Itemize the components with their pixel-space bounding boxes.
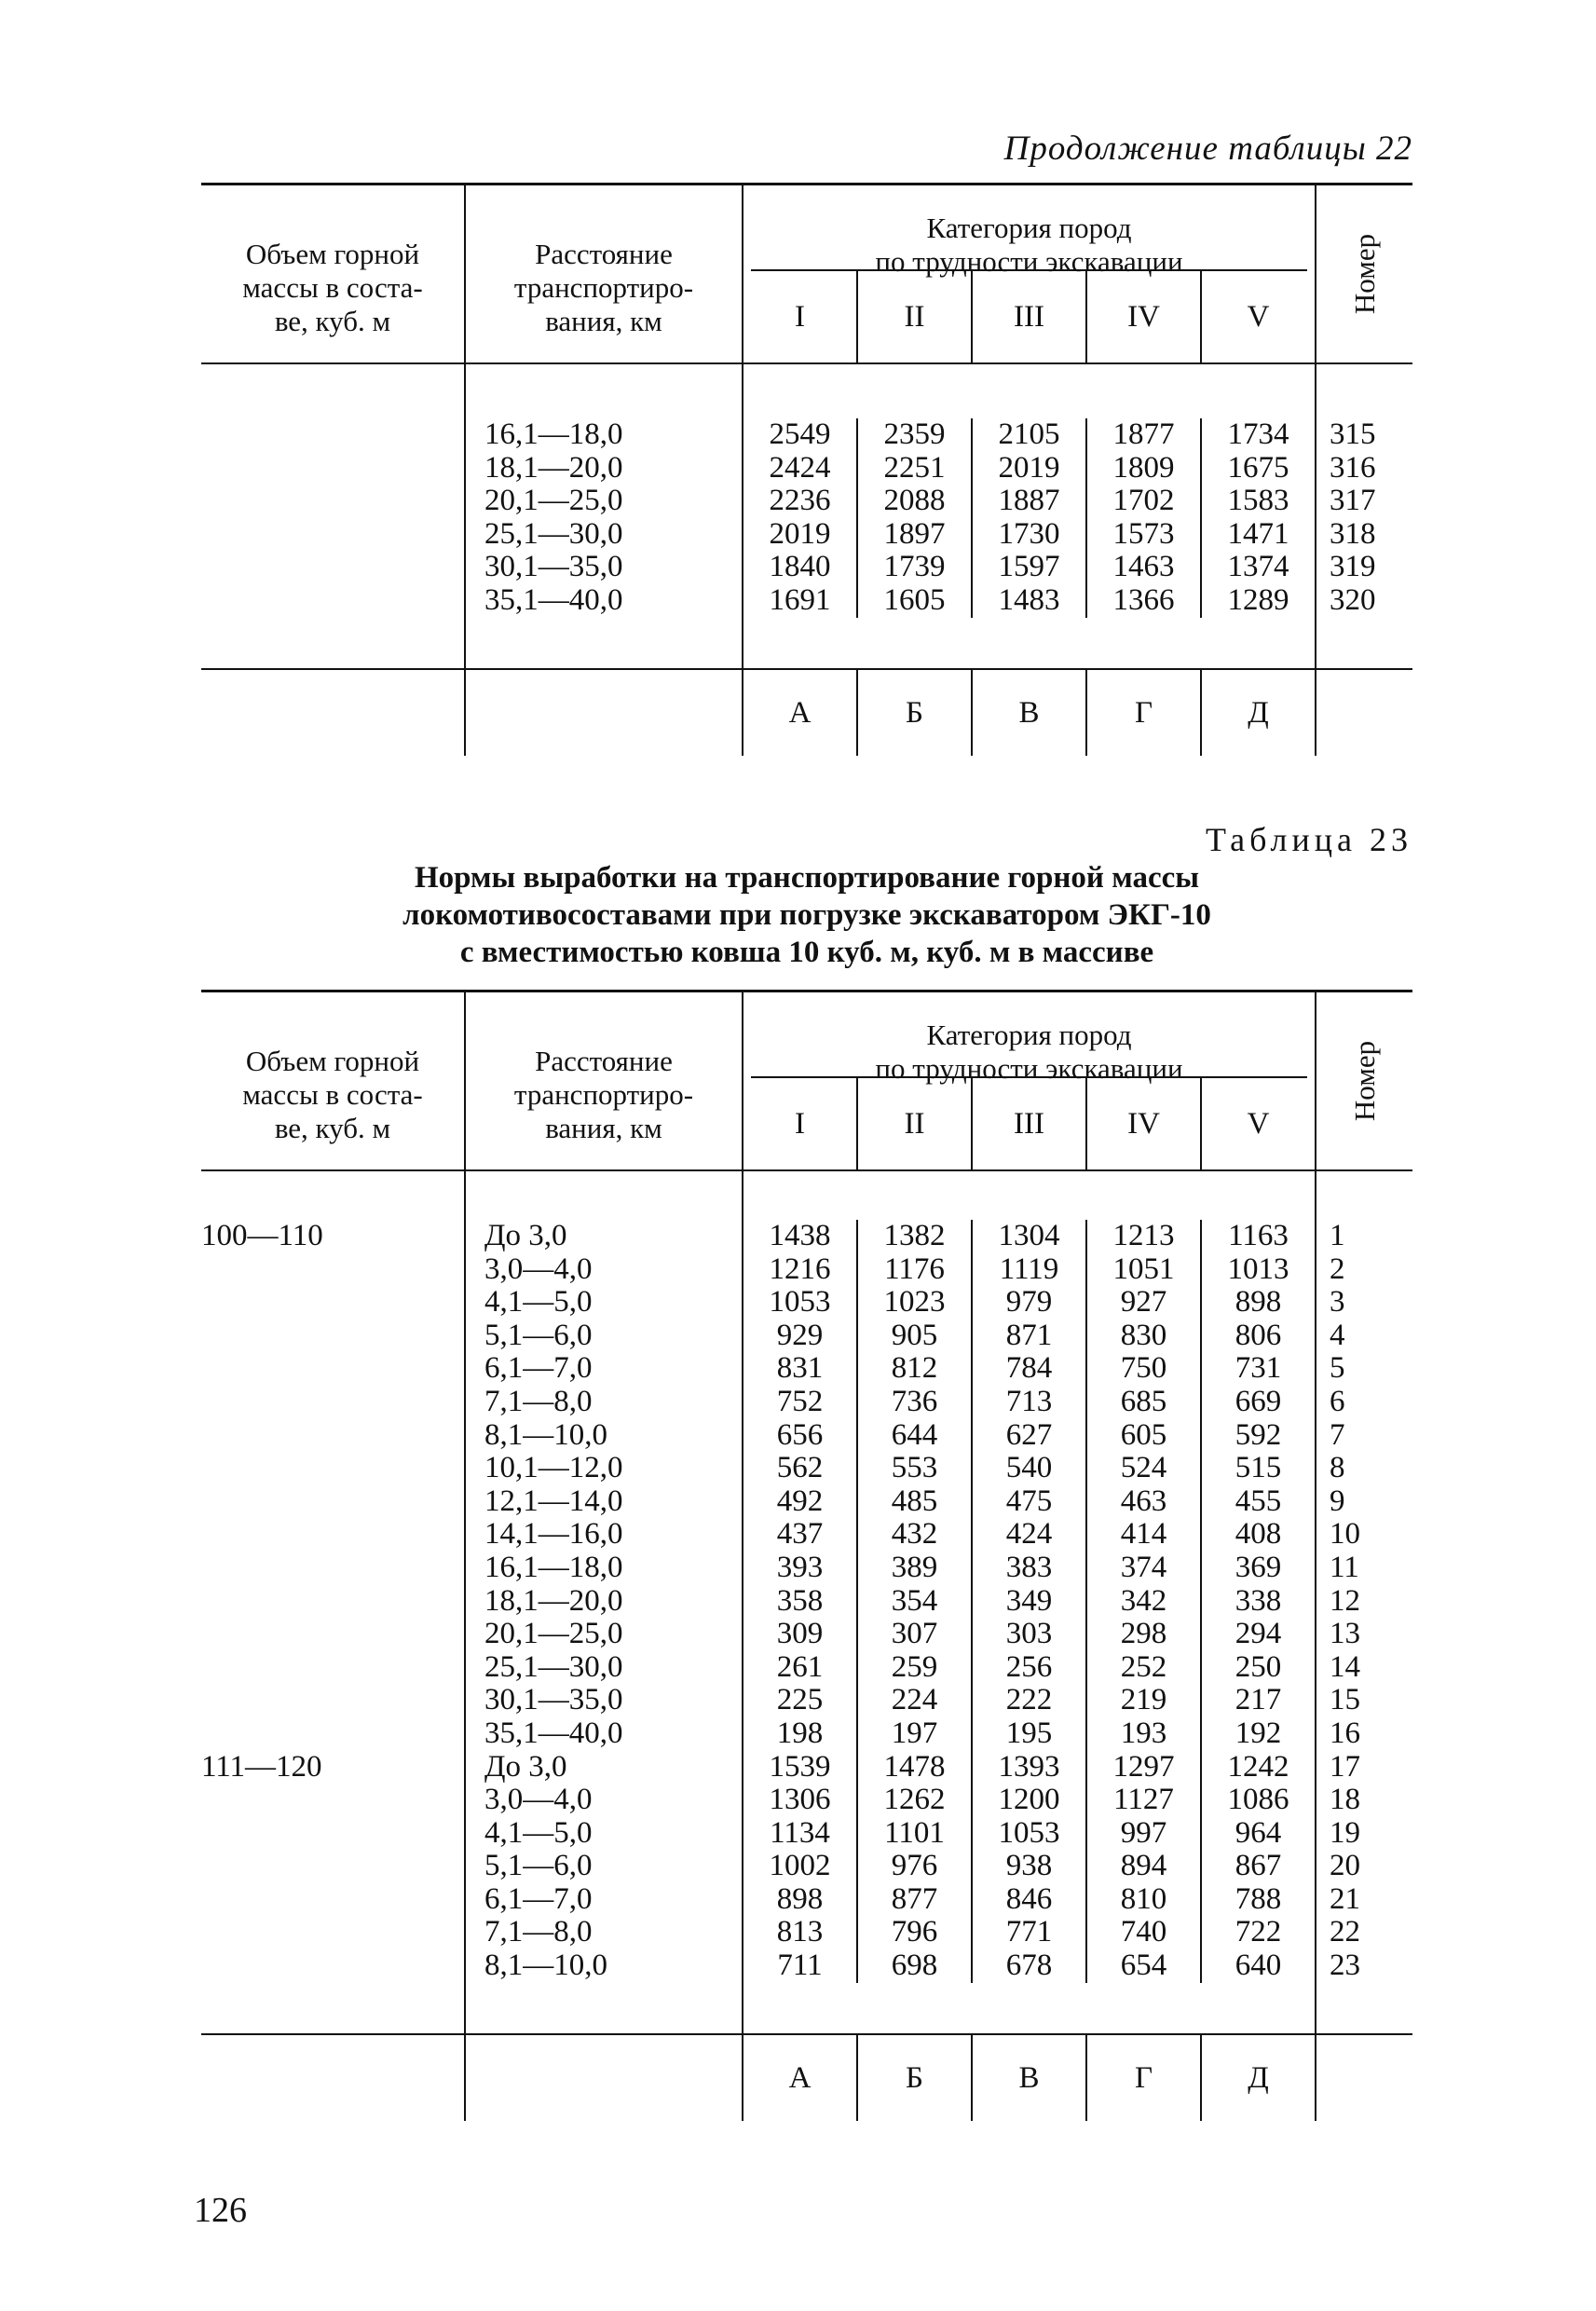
distance-value: 16,1—18,0 xyxy=(484,417,623,451)
footer-letters-cell xyxy=(743,669,1316,756)
header-category-4: IV xyxy=(1087,1078,1202,1169)
distance-value: 7,1—8,0 xyxy=(484,1384,593,1418)
header-distance-line: Расстояние xyxy=(535,1045,673,1077)
header-category-4: IV xyxy=(1087,271,1202,362)
distance-value: 5,1—6,0 xyxy=(484,1318,593,1352)
norm-value-cat-4: 605 xyxy=(1120,1417,1167,1452)
distance-value: 25,1—30,0 xyxy=(484,516,623,551)
norm-value-cat-5: 1374 xyxy=(1227,550,1289,584)
norm-value-cat-1: 898 xyxy=(776,1881,824,1916)
norm-value-cat-4: 1463 xyxy=(1112,550,1175,584)
norm-value-cat-2: 812 xyxy=(891,1351,938,1386)
distance-value: 10,1—12,0 xyxy=(484,1451,623,1485)
volume-range: 100—110 xyxy=(201,1219,323,1252)
row-number: 2 xyxy=(1330,1251,1345,1286)
norm-value-cat-3: 475 xyxy=(1005,1484,1053,1518)
norm-value-cat-1: 1002 xyxy=(769,1849,831,1883)
norm-value-cat-4: 1366 xyxy=(1112,582,1175,617)
footer-letter-4: Г xyxy=(1087,670,1202,756)
norm-value-cat-4: 1127 xyxy=(1113,1783,1174,1817)
norm-value-cat-1: 1216 xyxy=(769,1251,831,1286)
norm-value-cat-5: 338 xyxy=(1235,1583,1282,1618)
category-column-5 xyxy=(1202,418,1315,618)
norm-value-cat-3: 627 xyxy=(1005,1417,1053,1452)
norm-value-cat-5: 592 xyxy=(1235,1417,1282,1452)
norm-value-cat-5: 669 xyxy=(1235,1384,1282,1418)
norm-value-cat-2: 976 xyxy=(891,1849,938,1883)
header-category-line: по трудности экскавации xyxy=(875,245,1183,278)
table-body xyxy=(201,1170,1412,2034)
table-23-label: Таблица 23 xyxy=(1206,821,1412,858)
footer-letter-1: А xyxy=(743,2035,858,2121)
norm-value-cat-1: 309 xyxy=(776,1617,824,1651)
norm-value-cat-3: 2105 xyxy=(998,417,1060,451)
row-number: 23 xyxy=(1330,1949,1360,1983)
norm-value-cat-2: 1262 xyxy=(883,1783,946,1817)
distance-value: 16,1—18,0 xyxy=(484,1550,623,1584)
distance-value: 18,1—20,0 xyxy=(484,1583,623,1618)
norm-value-cat-4: 374 xyxy=(1120,1550,1167,1584)
header-category-1: I xyxy=(743,1078,858,1169)
distance-value: 12,1—14,0 xyxy=(484,1484,623,1518)
norm-value-cat-4: 342 xyxy=(1120,1583,1167,1618)
norm-value-cat-3: 713 xyxy=(1005,1384,1053,1418)
header-category-2: II xyxy=(858,1078,973,1169)
number-column xyxy=(1316,1170,1412,2034)
footer-letter-4: Г xyxy=(1087,2035,1202,2121)
distance-value: 14,1—16,0 xyxy=(484,1517,623,1552)
header-category-line: Категория пород xyxy=(926,212,1132,244)
norm-value-cat-3: 256 xyxy=(1005,1649,1053,1684)
norm-value-cat-2: 224 xyxy=(891,1683,938,1717)
norm-value-cat-5: 1734 xyxy=(1227,417,1289,451)
row-number: 20 xyxy=(1330,1849,1360,1883)
norm-value-cat-1: 2549 xyxy=(769,417,831,451)
row-number: 6 xyxy=(1330,1384,1345,1418)
norm-value-cat-4: 414 xyxy=(1120,1517,1167,1552)
header-number: Номер xyxy=(1347,1040,1381,1122)
distance-value: 35,1—40,0 xyxy=(484,582,623,617)
norm-value-cat-2: 1739 xyxy=(883,550,946,584)
norm-value-cat-1: 1053 xyxy=(769,1285,831,1320)
norm-value-cat-3: 383 xyxy=(1005,1550,1053,1584)
norm-value-cat-1: 656 xyxy=(776,1417,824,1452)
norm-value-cat-1: 358 xyxy=(776,1583,824,1618)
continuation-caption: Продолжение таблицы 22 xyxy=(1003,130,1412,168)
norm-value-cat-2: 1478 xyxy=(883,1749,946,1784)
header-volume-line: ве, куб. м xyxy=(274,1112,391,1144)
norm-value-cat-5: 1289 xyxy=(1227,582,1289,617)
norm-value-cat-4: 810 xyxy=(1120,1881,1167,1916)
norm-value-cat-5: 515 xyxy=(1235,1451,1282,1485)
distance-value: 5,1—6,0 xyxy=(484,1849,593,1883)
row-number: 3 xyxy=(1330,1285,1345,1320)
norm-value-cat-2: 1023 xyxy=(883,1285,946,1320)
norm-value-cat-3: 1393 xyxy=(998,1749,1060,1784)
row-number: 15 xyxy=(1330,1683,1360,1717)
norm-value-cat-5: 1471 xyxy=(1227,516,1289,551)
values-block xyxy=(743,363,1316,669)
norm-value-cat-2: 736 xyxy=(891,1384,938,1418)
header-distance-line: вания, км xyxy=(545,305,662,337)
norm-value-cat-3: 222 xyxy=(1005,1683,1053,1717)
norm-value-cat-4: 1297 xyxy=(1112,1749,1175,1784)
category-column-1 xyxy=(743,1220,858,1983)
norm-value-cat-5: 1583 xyxy=(1227,484,1289,518)
values-block xyxy=(743,1170,1316,2034)
norm-value-cat-4: 750 xyxy=(1120,1351,1167,1386)
norm-value-cat-3: 1483 xyxy=(998,582,1060,617)
category-column-1 xyxy=(743,418,858,618)
norm-value-cat-3: 771 xyxy=(1005,1915,1053,1949)
table-22-continuation xyxy=(201,183,1412,756)
norm-value-cat-2: 1897 xyxy=(883,516,946,551)
norm-value-cat-3: 938 xyxy=(1005,1849,1053,1883)
norm-value-cat-5: 408 xyxy=(1235,1517,1282,1552)
header-number-cell xyxy=(1316,185,1412,363)
row-number: 9 xyxy=(1330,1484,1345,1518)
distance-column xyxy=(465,363,743,669)
norm-value-cat-4: 298 xyxy=(1120,1617,1167,1651)
page-number: 126 xyxy=(194,2191,247,2230)
table-body xyxy=(201,363,1412,669)
table-23-title xyxy=(201,859,1412,971)
row-number: 11 xyxy=(1330,1550,1359,1584)
norm-value-cat-1: 813 xyxy=(776,1915,824,1949)
row-number: 13 xyxy=(1330,1617,1360,1651)
norm-value-cat-4: 740 xyxy=(1120,1915,1167,1949)
footer-distance-cell xyxy=(465,669,743,756)
norm-value-cat-3: 678 xyxy=(1005,1949,1053,1983)
header-volume-line: Объем горной xyxy=(245,1045,420,1077)
distance-value: 4,1—5,0 xyxy=(484,1815,593,1850)
row-number: 19 xyxy=(1330,1815,1360,1850)
table-23 xyxy=(201,990,1412,2121)
norm-value-cat-4: 219 xyxy=(1120,1683,1167,1717)
norm-value-cat-2: 698 xyxy=(891,1949,938,1983)
norm-value-cat-1: 1438 xyxy=(769,1219,831,1252)
table-23-title-line: локомотивосоставами при погрузке экскаватором ЭКГ-10 xyxy=(402,898,1211,932)
norm-value-cat-5: 1675 xyxy=(1227,450,1289,485)
norm-value-cat-1: 492 xyxy=(776,1484,824,1518)
row-number: 7 xyxy=(1330,1417,1345,1452)
norm-value-cat-1: 261 xyxy=(776,1649,824,1684)
distance-column xyxy=(465,1170,743,2034)
norm-value-cat-3: 1597 xyxy=(998,550,1060,584)
distance-value: 35,1—40,0 xyxy=(484,1716,623,1750)
norm-value-cat-5: 369 xyxy=(1235,1550,1282,1584)
distance-value: 6,1—7,0 xyxy=(484,1881,593,1916)
row-number: 14 xyxy=(1330,1649,1360,1684)
norm-value-cat-1: 198 xyxy=(776,1716,824,1750)
norm-value-cat-4: 894 xyxy=(1120,1849,1167,1883)
volume-column xyxy=(201,1170,465,2034)
distance-value: 6,1—7,0 xyxy=(484,1351,593,1386)
norm-value-cat-2: 432 xyxy=(891,1517,938,1552)
norm-value-cat-3: 1200 xyxy=(998,1783,1060,1817)
header-category-2: II xyxy=(858,271,973,362)
header-distance xyxy=(465,185,743,363)
category-column-4 xyxy=(1087,1220,1202,1983)
row-number: 1 xyxy=(1330,1219,1345,1252)
row-number: 16 xyxy=(1330,1716,1360,1750)
norm-value-cat-1: 562 xyxy=(776,1451,824,1485)
norm-value-cat-1: 2019 xyxy=(769,516,831,551)
header-volume-line: массы в соста- xyxy=(242,271,423,304)
norm-value-cat-3: 1053 xyxy=(998,1815,1060,1850)
norm-value-cat-1: 1840 xyxy=(769,550,831,584)
norm-value-cat-2: 553 xyxy=(891,1451,938,1485)
row-number: 21 xyxy=(1330,1881,1360,1916)
norm-value-cat-1: 2424 xyxy=(769,450,831,485)
norm-value-cat-3: 1304 xyxy=(998,1219,1060,1252)
norm-value-cat-5: 1013 xyxy=(1227,1251,1289,1286)
norm-value-cat-3: 195 xyxy=(1005,1716,1053,1750)
norm-value-cat-1: 1539 xyxy=(769,1749,831,1784)
footer-volume-cell xyxy=(201,669,465,756)
norm-value-cat-4: 1809 xyxy=(1112,450,1175,485)
norm-value-cat-2: 877 xyxy=(891,1881,938,1916)
norm-value-cat-1: 437 xyxy=(776,1517,824,1552)
footer-letters-cell xyxy=(743,2034,1316,2121)
header-volume-line: ве, куб. м xyxy=(274,305,391,337)
row-number: 315 xyxy=(1330,417,1376,451)
norm-value-cat-1: 752 xyxy=(776,1384,824,1418)
header-volume-line: массы в соста- xyxy=(242,1078,423,1111)
norm-value-cat-2: 2088 xyxy=(883,484,946,518)
distance-value: До 3,0 xyxy=(484,1219,567,1252)
norm-value-cat-1: 1306 xyxy=(769,1783,831,1817)
norm-value-cat-4: 1702 xyxy=(1112,484,1175,518)
category-column-3 xyxy=(973,418,1087,618)
row-number: 10 xyxy=(1330,1517,1360,1552)
footer-letter-2: Б xyxy=(858,670,973,756)
norm-value-cat-5: 640 xyxy=(1235,1949,1282,1983)
norm-value-cat-1: 2236 xyxy=(769,484,831,518)
header-distance xyxy=(465,992,743,1170)
norm-value-cat-5: 788 xyxy=(1235,1881,1282,1916)
header-volume-line: Объем горной xyxy=(245,238,420,270)
norm-value-cat-5: 731 xyxy=(1235,1351,1282,1386)
distance-value: 25,1—30,0 xyxy=(484,1649,623,1684)
norm-value-cat-2: 2251 xyxy=(883,450,946,485)
distance-value: 8,1—10,0 xyxy=(484,1417,607,1452)
norm-value-cat-4: 997 xyxy=(1120,1815,1167,1850)
header-distance-line: транспортиро- xyxy=(513,271,694,304)
category-column-3 xyxy=(973,1220,1087,1983)
footer-number-cell xyxy=(1316,2034,1412,2121)
norm-value-cat-4: 1051 xyxy=(1112,1251,1175,1286)
norm-value-cat-5: 1163 xyxy=(1228,1219,1289,1252)
footer-letter-2: Б xyxy=(858,2035,973,2121)
header-category-5: V xyxy=(1247,1107,1270,1141)
norm-value-cat-2: 796 xyxy=(891,1915,938,1949)
header-number-cell xyxy=(1316,992,1412,1170)
norm-value-cat-1: 1134 xyxy=(770,1815,830,1850)
category-column-4 xyxy=(1087,418,1202,618)
norm-value-cat-3: 1887 xyxy=(998,484,1060,518)
norm-value-cat-1: 225 xyxy=(776,1683,824,1717)
distance-value: 20,1—25,0 xyxy=(484,1617,623,1651)
norm-value-cat-2: 644 xyxy=(891,1417,938,1452)
row-number: 317 xyxy=(1330,484,1376,518)
distance-value: 30,1—35,0 xyxy=(484,1683,623,1717)
norm-value-cat-5: 250 xyxy=(1235,1649,1282,1684)
norm-value-cat-2: 1176 xyxy=(884,1251,945,1286)
category-column-2 xyxy=(858,1220,973,1983)
row-number: 8 xyxy=(1330,1451,1345,1485)
table-23-title-line: с вместимостью ковша 10 куб. м, куб. м в массиве xyxy=(459,936,1154,969)
norm-value-cat-5: 1242 xyxy=(1227,1749,1289,1784)
norm-value-cat-2: 307 xyxy=(891,1617,938,1651)
norm-value-cat-5: 192 xyxy=(1235,1716,1282,1750)
norm-value-cat-2: 2359 xyxy=(883,417,946,451)
row-number: 316 xyxy=(1330,450,1376,485)
norm-value-cat-2: 485 xyxy=(891,1484,938,1518)
distance-value: 3,0—4,0 xyxy=(484,1251,593,1286)
norm-value-cat-1: 929 xyxy=(776,1318,824,1352)
header-category-5: V xyxy=(1247,300,1270,334)
row-number: 320 xyxy=(1330,582,1376,617)
distance-value: 20,1—25,0 xyxy=(484,484,623,518)
norm-value-cat-1: 393 xyxy=(776,1550,824,1584)
distance-value: 18,1—20,0 xyxy=(484,450,623,485)
header-category-1: I xyxy=(743,271,858,362)
distance-value: 3,0—4,0 xyxy=(484,1783,593,1817)
table-23-title-line: Нормы выработки на транспортирование горной массы xyxy=(415,861,1199,895)
footer-letter-5: Д xyxy=(1248,695,1269,730)
norm-value-cat-2: 1382 xyxy=(883,1219,946,1252)
header-volume xyxy=(201,992,465,1170)
row-number: 12 xyxy=(1330,1583,1360,1618)
footer-letter-1: А xyxy=(743,670,858,756)
norm-value-cat-4: 1877 xyxy=(1112,417,1175,451)
norm-value-cat-4: 524 xyxy=(1120,1451,1167,1485)
norm-value-cat-5: 455 xyxy=(1235,1484,1282,1518)
norm-value-cat-5: 867 xyxy=(1235,1849,1282,1883)
row-number: 17 xyxy=(1330,1749,1360,1784)
footer-letter-5: Д xyxy=(1248,2060,1269,2095)
row-number: 18 xyxy=(1330,1783,1360,1817)
norm-value-cat-3: 979 xyxy=(1005,1285,1053,1320)
norm-value-cat-1: 1691 xyxy=(769,582,831,617)
norm-value-cat-5: 1086 xyxy=(1227,1783,1289,1817)
norm-value-cat-3: 846 xyxy=(1005,1881,1053,1916)
norm-value-cat-2: 197 xyxy=(891,1716,938,1750)
row-number: 22 xyxy=(1330,1915,1360,1949)
norm-value-cat-3: 1730 xyxy=(998,516,1060,551)
norm-value-cat-2: 905 xyxy=(891,1318,938,1352)
norm-value-cat-5: 722 xyxy=(1235,1915,1282,1949)
norm-value-cat-3: 540 xyxy=(1005,1451,1053,1485)
volume-range: 111—120 xyxy=(201,1749,322,1784)
norm-value-cat-4: 685 xyxy=(1120,1384,1167,1418)
norm-value-cat-3: 424 xyxy=(1005,1517,1053,1552)
norm-value-cat-4: 463 xyxy=(1120,1484,1167,1518)
norm-value-cat-4: 1573 xyxy=(1112,516,1175,551)
norm-value-cat-2: 259 xyxy=(891,1649,938,1684)
distance-value: До 3,0 xyxy=(484,1749,567,1784)
norm-value-cat-3: 303 xyxy=(1005,1617,1053,1651)
norm-value-cat-3: 349 xyxy=(1005,1583,1053,1618)
norm-value-cat-4: 927 xyxy=(1120,1285,1167,1320)
norm-value-cat-5: 806 xyxy=(1235,1318,1282,1352)
distance-value: 7,1—8,0 xyxy=(484,1915,593,1949)
norm-value-cat-4: 252 xyxy=(1120,1649,1167,1684)
header-category-3: III xyxy=(973,271,1087,362)
footer-volume-cell xyxy=(201,2034,465,2121)
volume-column xyxy=(201,363,465,669)
header-distance-line: транспортиро- xyxy=(513,1078,694,1111)
header-volume xyxy=(201,185,465,363)
header-category-line: Категория пород xyxy=(926,1019,1132,1051)
norm-value-cat-5: 898 xyxy=(1235,1285,1282,1320)
header-category-line: по трудности экскавации xyxy=(875,1052,1183,1085)
norm-value-cat-2: 1101 xyxy=(884,1815,945,1850)
norm-value-cat-3: 784 xyxy=(1005,1351,1053,1386)
row-number: 5 xyxy=(1330,1351,1345,1386)
header-category xyxy=(743,185,1316,363)
number-column xyxy=(1316,363,1412,669)
footer-number-cell xyxy=(1316,669,1412,756)
row-number: 4 xyxy=(1330,1318,1345,1352)
norm-value-cat-1: 831 xyxy=(776,1351,824,1386)
category-column-5 xyxy=(1202,1220,1315,1983)
norm-value-cat-3: 1119 xyxy=(999,1251,1059,1286)
norm-value-cat-2: 354 xyxy=(891,1583,938,1618)
header-category-3: III xyxy=(973,1078,1087,1169)
norm-value-cat-4: 654 xyxy=(1120,1949,1167,1983)
row-number: 319 xyxy=(1330,550,1376,584)
norm-value-cat-5: 217 xyxy=(1235,1683,1282,1717)
header-distance-line: Расстояние xyxy=(535,238,673,270)
footer-letter-3: В xyxy=(973,2035,1087,2121)
header-distance-line: вания, км xyxy=(545,1112,662,1144)
norm-value-cat-4: 1213 xyxy=(1112,1219,1175,1252)
norm-value-cat-3: 871 xyxy=(1005,1318,1053,1352)
norm-value-cat-4: 830 xyxy=(1120,1318,1167,1352)
norm-value-cat-2: 1605 xyxy=(883,582,946,617)
norm-value-cat-1: 711 xyxy=(777,1949,823,1983)
category-column-2 xyxy=(858,418,973,618)
row-number: 318 xyxy=(1330,516,1376,551)
norm-value-cat-2: 389 xyxy=(891,1550,938,1584)
footer-letter-3: В xyxy=(973,670,1087,756)
distance-value: 4,1—5,0 xyxy=(484,1285,593,1320)
norm-value-cat-4: 193 xyxy=(1120,1716,1167,1750)
distance-value: 30,1—35,0 xyxy=(484,550,623,584)
norm-value-cat-3: 2019 xyxy=(998,450,1060,485)
header-number: Номер xyxy=(1347,233,1381,315)
footer-distance-cell xyxy=(465,2034,743,2121)
distance-value: 8,1—10,0 xyxy=(484,1949,607,1983)
norm-value-cat-5: 294 xyxy=(1235,1617,1282,1651)
header-category xyxy=(743,992,1316,1170)
norm-value-cat-5: 964 xyxy=(1235,1815,1282,1850)
